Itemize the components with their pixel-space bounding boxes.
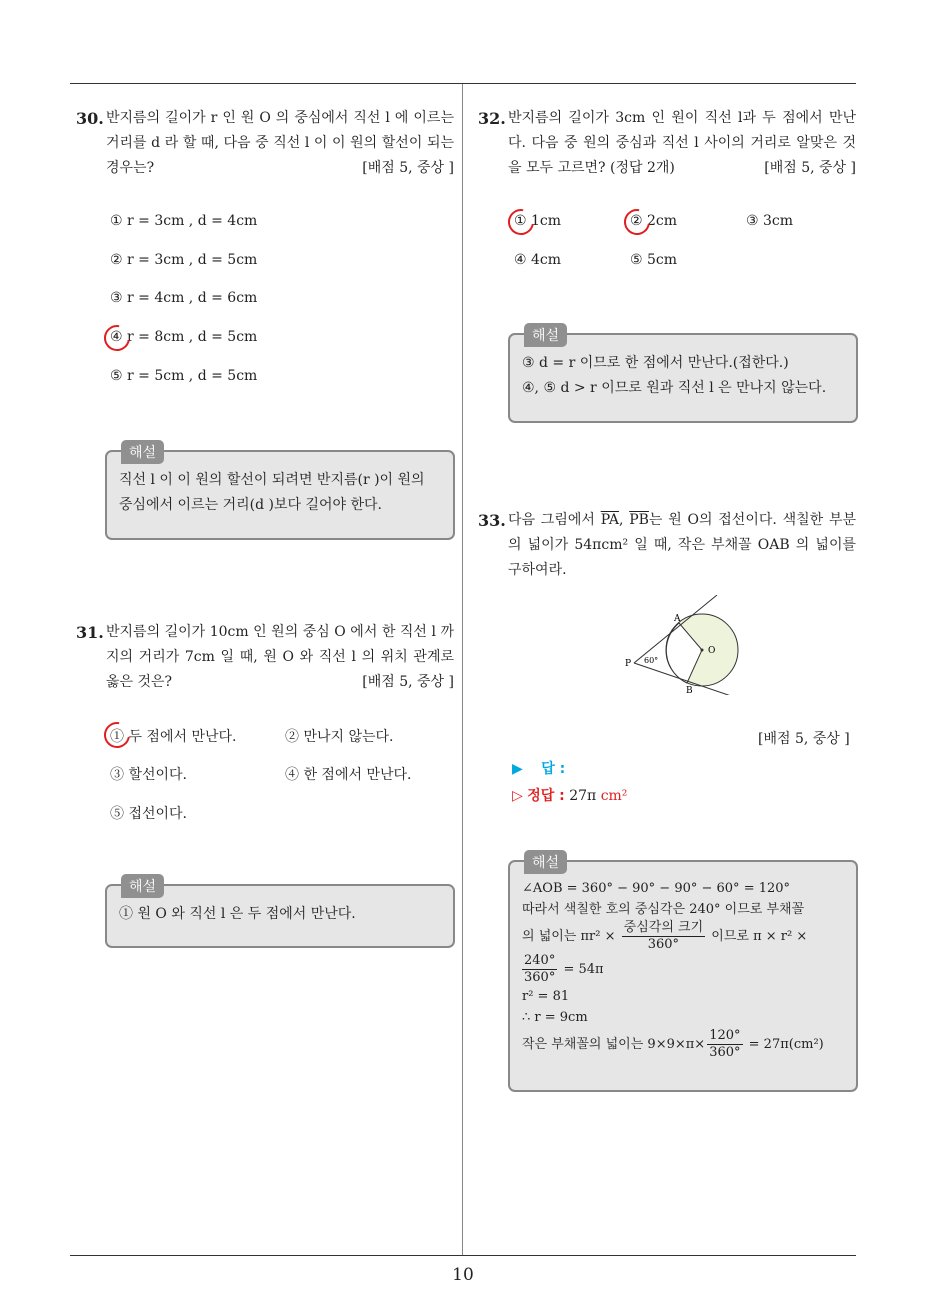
explanation-line: 따라서 색칠한 호의 중심각은 240° 이므로 부채꼴: [522, 902, 805, 917]
correct-label: 정답 :: [527, 788, 565, 804]
explanation-box: [105, 445, 455, 540]
label-b: B: [686, 686, 693, 695]
denominator: 360°: [647, 937, 680, 952]
fraction: [622, 920, 705, 953]
question-32: [478, 106, 856, 181]
label-a: A: [674, 614, 681, 624]
explanation-line: [522, 1028, 844, 1061]
explanation-text: 이므로 π × r² ×: [711, 929, 808, 944]
denominator: 360°: [709, 1045, 741, 1060]
answer-mark: [99, 717, 135, 753]
explanation-line: ④, ⑤ d > r 이므로 원과 직선 l 은 만나지 않는다.: [522, 380, 827, 396]
question-31: [76, 620, 454, 695]
bottom-rule: [70, 1255, 856, 1256]
question-number: 32.: [478, 109, 506, 128]
question-meta: [배점 5, 중상 ]: [758, 731, 850, 747]
explanation-tab: 해설: [524, 850, 567, 874]
option-5[interactable]: ⑤ 접선이다.: [110, 806, 187, 822]
label-angle: 60°: [644, 656, 659, 665]
explanation-text: = 54π: [563, 962, 604, 977]
question-number: 33.: [478, 511, 506, 530]
question-number: 31.: [76, 623, 104, 642]
question-33: [478, 508, 856, 583]
option-4[interactable]: ④ 한 점에서 만난다.: [285, 767, 412, 783]
explanation-text: = 27π(cm²): [748, 1037, 824, 1052]
explanation-text: 직선 l 이 이 원의 할선이 되려면 반지름(r )이 원의 중심에서 이르는 거리(d )보다 길어야 한다.: [119, 472, 425, 513]
answer-mark: [619, 204, 655, 240]
question-meta: [배점 5, 중상 ]: [362, 160, 454, 176]
option-1[interactable]: ① r = 3cm , d = 4cm: [110, 213, 258, 229]
explanation-text: ① 원 O 와 직선 l 은 두 점에서 만난다.: [119, 906, 356, 922]
option-4[interactable]: ④ r = 8cm , d = 5cm: [110, 329, 258, 345]
option-1[interactable]: ① 1cm: [514, 213, 562, 229]
question-text: 는 원 O의 접선이다. 색칠한 부분의 넓이가 54πcm² 일 때, 작은 부채꼴 OAB 의 넓이를 구하여라.: [508, 512, 857, 578]
question-text: 반지름의 길이가 3cm 인 원이 직선 l과 두 점에서 만난다. 다음 중 원의 중심과 직선 l 사이의 거리로 알맞은 것을 모두 고르면? (정답 2개): [508, 110, 856, 176]
fraction: [707, 1028, 742, 1061]
label-o: O: [708, 646, 716, 656]
numerator: 중심각의 크기: [623, 920, 704, 935]
question-meta: [배점 5, 중상 ]: [764, 160, 856, 176]
option-3[interactable]: ③ r = 4cm , d = 6cm: [110, 290, 258, 306]
question-meta: [배점 5, 중상 ]: [362, 674, 454, 690]
numerator: 120°: [709, 1028, 741, 1043]
explanation-line: r² = 81: [522, 989, 570, 1004]
explanation-text: 의 넓이는 πr² ×: [522, 929, 616, 944]
option-5[interactable]: ⑤ 5cm: [630, 252, 678, 268]
label-p: P: [625, 659, 632, 669]
denominator: 360°: [524, 970, 556, 985]
page-number: 10: [452, 1265, 474, 1285]
option-2[interactable]: ② 만나지 않는다.: [285, 729, 394, 745]
explanation-line: ③ d = r 이므로 한 점에서 만난다.(접한다.): [522, 355, 789, 371]
option-4[interactable]: ④ 4cm: [514, 252, 562, 268]
question-text: 반지름의 길이가 10cm 인 원의 중심 O 에서 한 직선 l 까지의 거리가 7cm 일 때, 원 O 와 직선 l 의 위치 관계로 옳은 것은?: [106, 624, 454, 690]
explanation-box: [508, 328, 858, 423]
explanation-tab: 해설: [121, 440, 164, 464]
option-3[interactable]: ③ 3cm: [746, 213, 794, 229]
answer-arrow-icon: ▶: [512, 761, 523, 777]
question-number: 30.: [76, 109, 104, 128]
explanation-tab: 해설: [121, 874, 164, 898]
answer-mark: [99, 320, 135, 356]
correct-arrow-icon: ▷: [512, 788, 523, 804]
numerator: 240°: [524, 953, 556, 968]
column-divider: [462, 84, 463, 1256]
tangent-figure: [622, 595, 752, 695]
explanation-box: [508, 855, 858, 1092]
explanation-line: ∠AOB = 360° − 90° − 90° − 60° = 120°: [522, 881, 791, 896]
option-2[interactable]: ② 2cm: [630, 213, 678, 229]
explanation-line: ∴ r = 9cm: [522, 1010, 588, 1025]
correct-value: 27π: [569, 788, 597, 804]
option-3[interactable]: ③ 할선이다.: [110, 767, 187, 783]
option-2[interactable]: ② r = 3cm , d = 5cm: [110, 252, 258, 268]
vector-pb: $\overline{PB}$: [629, 512, 649, 528]
vector-pa: $\overline{PA}$: [600, 512, 619, 528]
explanation-tab: 해설: [524, 323, 567, 347]
option-5[interactable]: ⑤ r = 5cm , d = 5cm: [110, 368, 258, 384]
answer-row: [512, 758, 565, 778]
question-text: 다음 그림에서: [508, 512, 601, 528]
explanation-box: [105, 879, 455, 948]
question-text: 반지름의 길이가 r 인 원 O 의 중심에서 직선 l 에 이르는 거리를 d 라 할 때, 다음 중 직선 l 이 이 원의 할선이 되는 경우는?: [106, 110, 454, 176]
question-text: ,: [618, 512, 630, 528]
center-point: [701, 649, 704, 652]
explanation-line: [522, 920, 844, 953]
top-rule: [70, 83, 856, 84]
fraction: [522, 953, 557, 986]
explanation-text: 작은 부채꼴의 넓이는 9×9×π×: [522, 1037, 706, 1052]
option-1[interactable]: ① 두 점에서 만난다.: [110, 729, 237, 745]
correct-unit: cm²: [600, 788, 628, 804]
answer-mark: [503, 204, 539, 240]
correct-row: [512, 785, 627, 805]
explanation-line: [522, 953, 844, 986]
answer-label: 답 :: [541, 761, 566, 777]
question-30: [76, 106, 454, 181]
